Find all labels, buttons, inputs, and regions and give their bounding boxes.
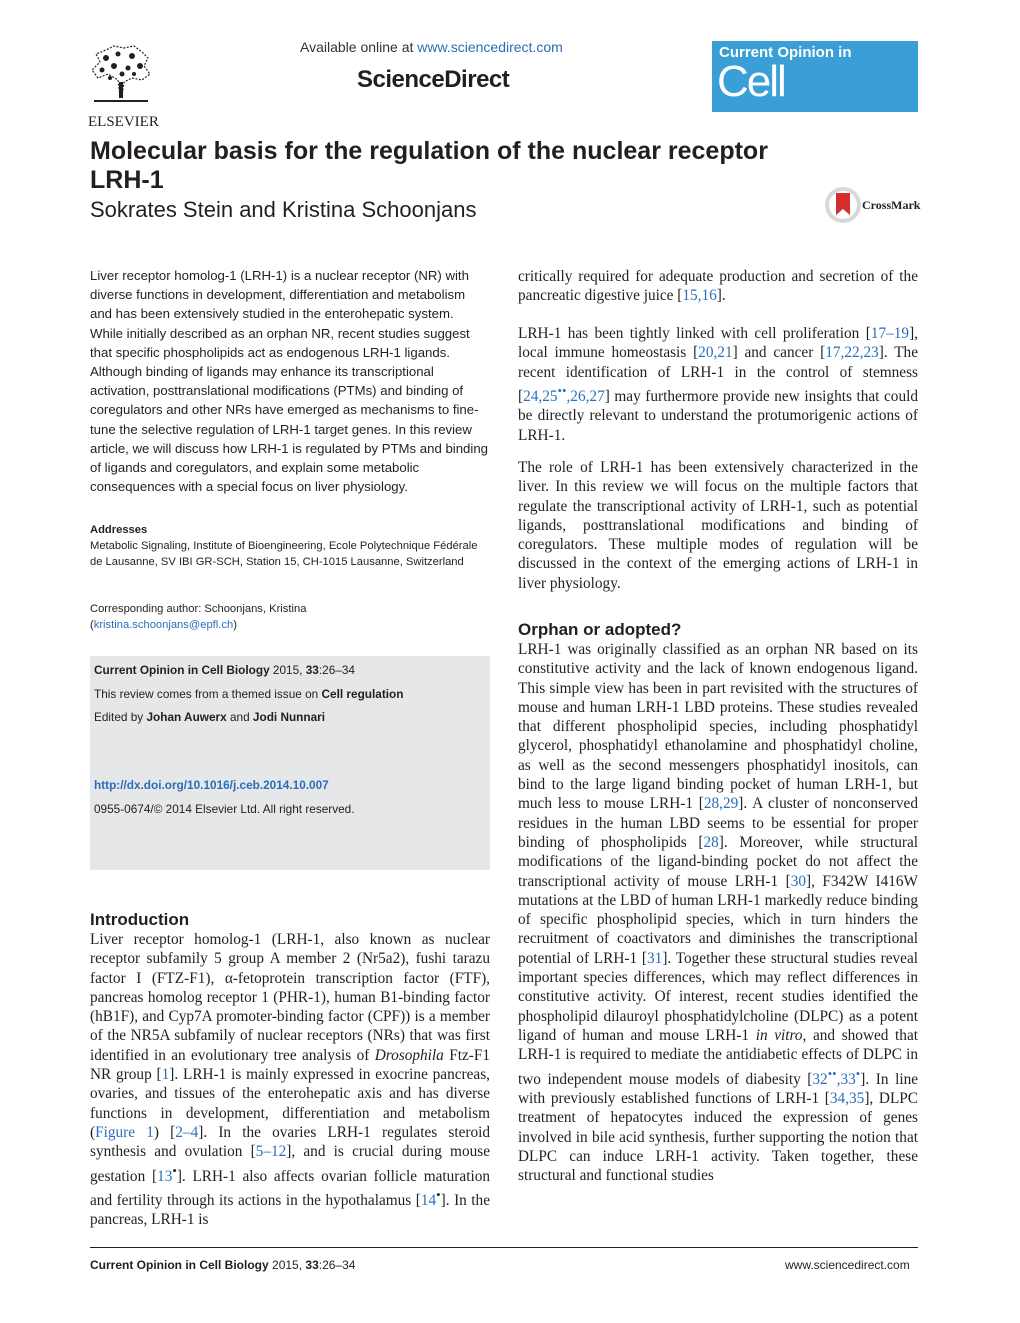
corresponding-email-wrap: (kristina.schoonjans@epfl.ch)	[90, 619, 237, 631]
infobox-edited-prefix: Edited by	[94, 710, 147, 724]
right-paragraph-3: The role of LRH-1 has been extensively characterized in the liver. In this review we will focus on the multiple factors that regulate the transcriptional activity of LRH-1, such as potential ligands, posttranslational modifications and binding of coregulators. These multiple modes of regulation will be discussed in the context of the emerging actions of LRH-1 in liver physiology.	[518, 459, 918, 592]
footer-year: 2015,	[272, 1258, 303, 1272]
orphan-heading: Orphan or adopted?	[518, 620, 682, 639]
sciencedirect-wordmark: ScienceDirect	[357, 66, 510, 93]
introduction-paragraph: Liver receptor homolog-1 (LRH-1, also known as nuclear receptor subfamily 5 group A member 2 (Nr5a2), fushi tarazu factor I (FTZ-F1), α-fetoprotein transcription factor (FTF), pancreas homolog receptor 1 (PHR-1), human B1-binding factor (hB1F), and Cyp7A promoter-binding factor (CPF)) is a member of the NR5A subfamily of nuclear receptors (NRs) that was first identified in an evolutionary tree analysis of Drosophila Ftz-F1 NR group [1]. LRH-1 is mainly expressed in exocrine pancreas, ovaries, and tissues of the enterohepatic axis and has diverse functions in development, differentiation and metabolism (Figure 1) [2–4]. In the ovaries LRH-1 regulates steroid synthesis and ovulation [5–12], and is crucial during mouse gestation [13•]. LRH-1 also affects ovarian follicle maturation and fertility through its actions in the hypothalamus [14•]. In the pancreas, LRH-1 is	[90, 931, 490, 1229]
infobox-pages: :26–34	[318, 663, 355, 677]
infobox-volume: 33	[305, 663, 319, 677]
corresponding-line: Corresponding author: Schoonjans, Kristina	[90, 603, 307, 615]
available-prefix: Available online at	[300, 39, 418, 55]
infobox-edited	[94, 710, 325, 724]
elsevier-tree-logo	[88, 44, 168, 128]
addresses-heading: Addresses	[90, 524, 148, 536]
footer-rule	[90, 1247, 918, 1248]
right-paragraph-2: LRH-1 has been tightly linked with cell proliferation [17–19], local immune homeostasis [20,21] and cancer [17,22,23]. The recent identification of LRH-1 in the control of stemness [24,25••,26,27] may furthermore provide new insights that could be directly relevant to understand the protumorigenic actions of LRH-1.	[518, 325, 918, 444]
infobox-citation	[94, 663, 355, 677]
addresses-text: Metabolic Signaling, Institute of Bioengineering, Ecole Polytechnique Fédérale de Lausanne, SV IBI GR-SCH, Station 15, CH-1015 Lausanne, Switzerland	[90, 540, 478, 569]
corresponding-author	[90, 601, 490, 633]
available-online	[300, 39, 563, 55]
crossmark-label[interactable]: CrossMark	[862, 198, 921, 212]
infobox-themed-topic: Cell regulation	[321, 687, 404, 701]
journal-logo-line1: Current Opinion in	[719, 44, 852, 61]
article-title: Molecular basis for the regulation of the nuclear receptor LRH-1	[90, 137, 768, 194]
article-authors: Sokrates Stein and Kristina Schoonjans	[90, 197, 477, 222]
article-info-box	[90, 656, 490, 870]
footer-pages: :26–34	[318, 1258, 356, 1272]
infobox-themed-prefix: This review comes from a themed issue on	[94, 687, 322, 701]
right-paragraph-1: critically required for adequate production and secretion of the pancreatic digestive juice [15,16].	[518, 268, 918, 305]
footer-volume: 33	[305, 1258, 319, 1272]
sciencedirect-link[interactable]: www.sciencedirect.com	[417, 39, 563, 55]
infobox-journal: Current Opinion in Cell Biology	[94, 663, 270, 677]
journal-logo-line2: Cell Biology	[717, 57, 848, 156]
footer-url: www.sciencedirect.com	[785, 1258, 910, 1272]
infobox-doi-link[interactable]: http://dx.doi.org/10.1016/j.ceb.2014.10.007	[94, 778, 329, 792]
addresses	[90, 522, 490, 571]
journal-logo	[712, 41, 918, 156]
infobox-editor2: Jodi Nunnari	[252, 710, 326, 724]
crossmark-icon[interactable]	[824, 185, 862, 225]
infobox-editor-and: and	[226, 710, 253, 724]
orphan-paragraph: LRH-1 was originally classified as an orphan NR based on its constitutive activity and the lack of known endogenous ligand. This simple view has been in part revisited with the structures of mouse and human LRH-1 LBD proteins. These studies revealed that different phospholipid species, including phosphatidyl glycerol, phosphatidyl ethanolamine and phosphatidyl choline, as well as the second messengers phosphatidyl inositols, can bind to the large ligand binding pocket of human LRH-1, but much less to mouse LRH-1 [28,29]. A cluster of nonconserved residues in the human LBD seems to be essential for proper binding of phospholipids [28]. Moreover, while structural modifications of the ligand-binding pocket do not affect the transcriptional activity of mouse LRH-1 [30], F342W I416W mutations at the LBD of human LRH-1 markedly reduce binding of specific phospholipid species, which in turn hinders the recruitment of coactivators and diminishes the transcriptional potential of LRH-1 [31]. Together these structural studies reveal important species differences, which may reflect differences in constitutive activity. Of interest, recent studies identified the phospholipid dilauroyl phosphatidylcholine (DLPC) as a potent ligand of human and mouse LRH-1 in vitro, and showed that LRH-1 is required to mediate the antidiabetic effects of DLPC in two independent mouse models of diabesity [32••,33•]. In line with previously established functions of LRH-1 [34,35], DLPC treatment of hepatocytes induced the expression of genes involved in bile acid synthesis, further supporting the notion that DLPC can induce LRH-1 activity. Taken together, these structural and functional studies	[518, 641, 919, 1185]
publisher-name: ELSEVIER	[88, 114, 159, 128]
abstract: Liver receptor homolog-1 (LRH-1) is a nuclear receptor (NR) with diverse functions in development, differentiation and metabolism and has been extensively studied in the enterohepatic system. While initially described as an orphan NR, recent studies suggest that specific phospholipids act as endogenous LRH-1 ligands. Although binding of ligands may enhance its transcriptional activation, posttranslational modifications (PTMs) and binding of coregulators and other NRs have emerged as mechanisms to fine-tune the selective regulation of LRH-1 target genes. In this review article, we will discuss how LRH-1 is regulated by PTMs and binding of ligands and coregulators, and explain some metabolic consequences with a special focus on liver physiology.	[90, 268, 488, 495]
infobox-editor1: Johan Auwerx	[146, 710, 227, 724]
infobox-copyright: 0955-0674/© 2014 Elsevier Ltd. All right reserved.	[94, 802, 355, 816]
footer-citation	[90, 1258, 355, 1272]
corresponding-email-link[interactable]: kristina.schoonjans@epfl.ch	[93, 619, 234, 631]
infobox-themed	[94, 687, 403, 701]
infobox-doi-row	[94, 778, 329, 792]
introduction-heading: Introduction	[90, 910, 190, 929]
infobox-year: 2015,	[272, 663, 303, 677]
footer-journal: Current Opinion in Cell Biology	[90, 1258, 269, 1272]
